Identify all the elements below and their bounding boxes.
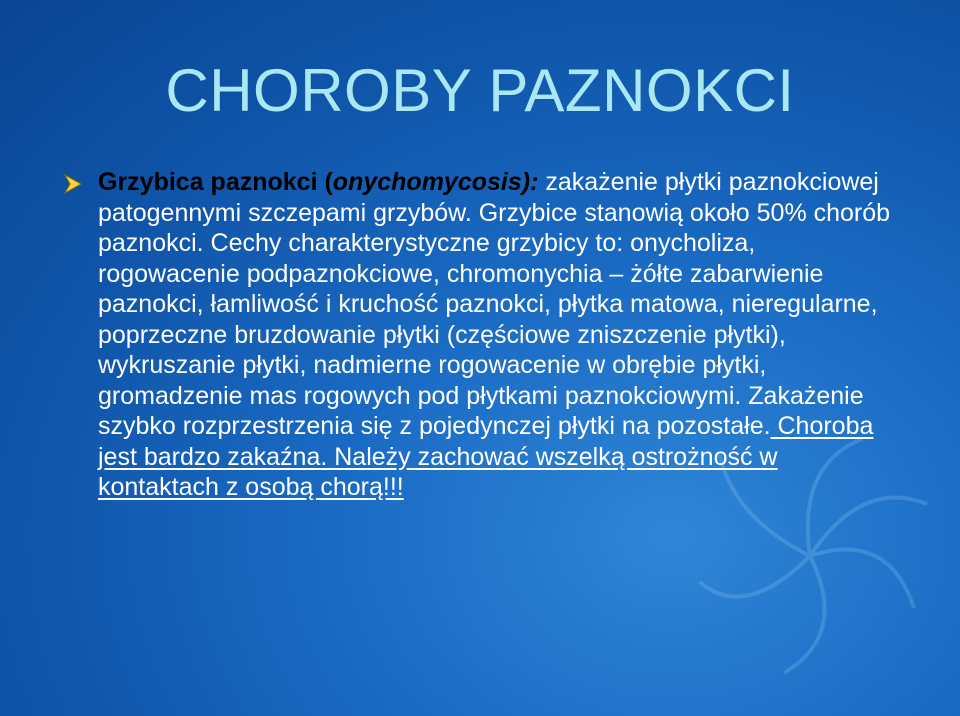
slide-content (62, 167, 902, 503)
bullet-text (98, 167, 902, 503)
arrow-bullet-icon (62, 173, 84, 195)
term-bold: Grzybica paznokci ( (98, 168, 333, 196)
warning-text: Choroba jest bardzo zakaźna. Należy zachować wszelką ostrożność w kontaktach z osobą chorą!!! (98, 412, 874, 501)
term-latin: onychomycosis): (332, 168, 539, 196)
body-text: zakażenie płytki paznokciowej patogennymi szczepami grzybów. Grzybice stanowią około 50% chorób paznokci. Cechy charakterystyczne grzybicy to: onycholiza, rogowacenie podpaznokciowe, chromonychia – żółte zabarwienie paznokci, łamliwość i kruchość paznokci, płytka matowa, nieregularne, poprzeczne bruzdowanie płytki (częściowe zniszczenie płytki), wykruszanie płytki, nadmierne rogowacenie w obrębie płytki, gromadzenie mas rogowych pod płytkami paznokciowymi. Zakażenie szybko rozprzestrzenia się z pojedynczej płytki na pozostałe. (98, 168, 891, 440)
slide-title: CHOROBY PAZNOKCI (165, 57, 795, 124)
